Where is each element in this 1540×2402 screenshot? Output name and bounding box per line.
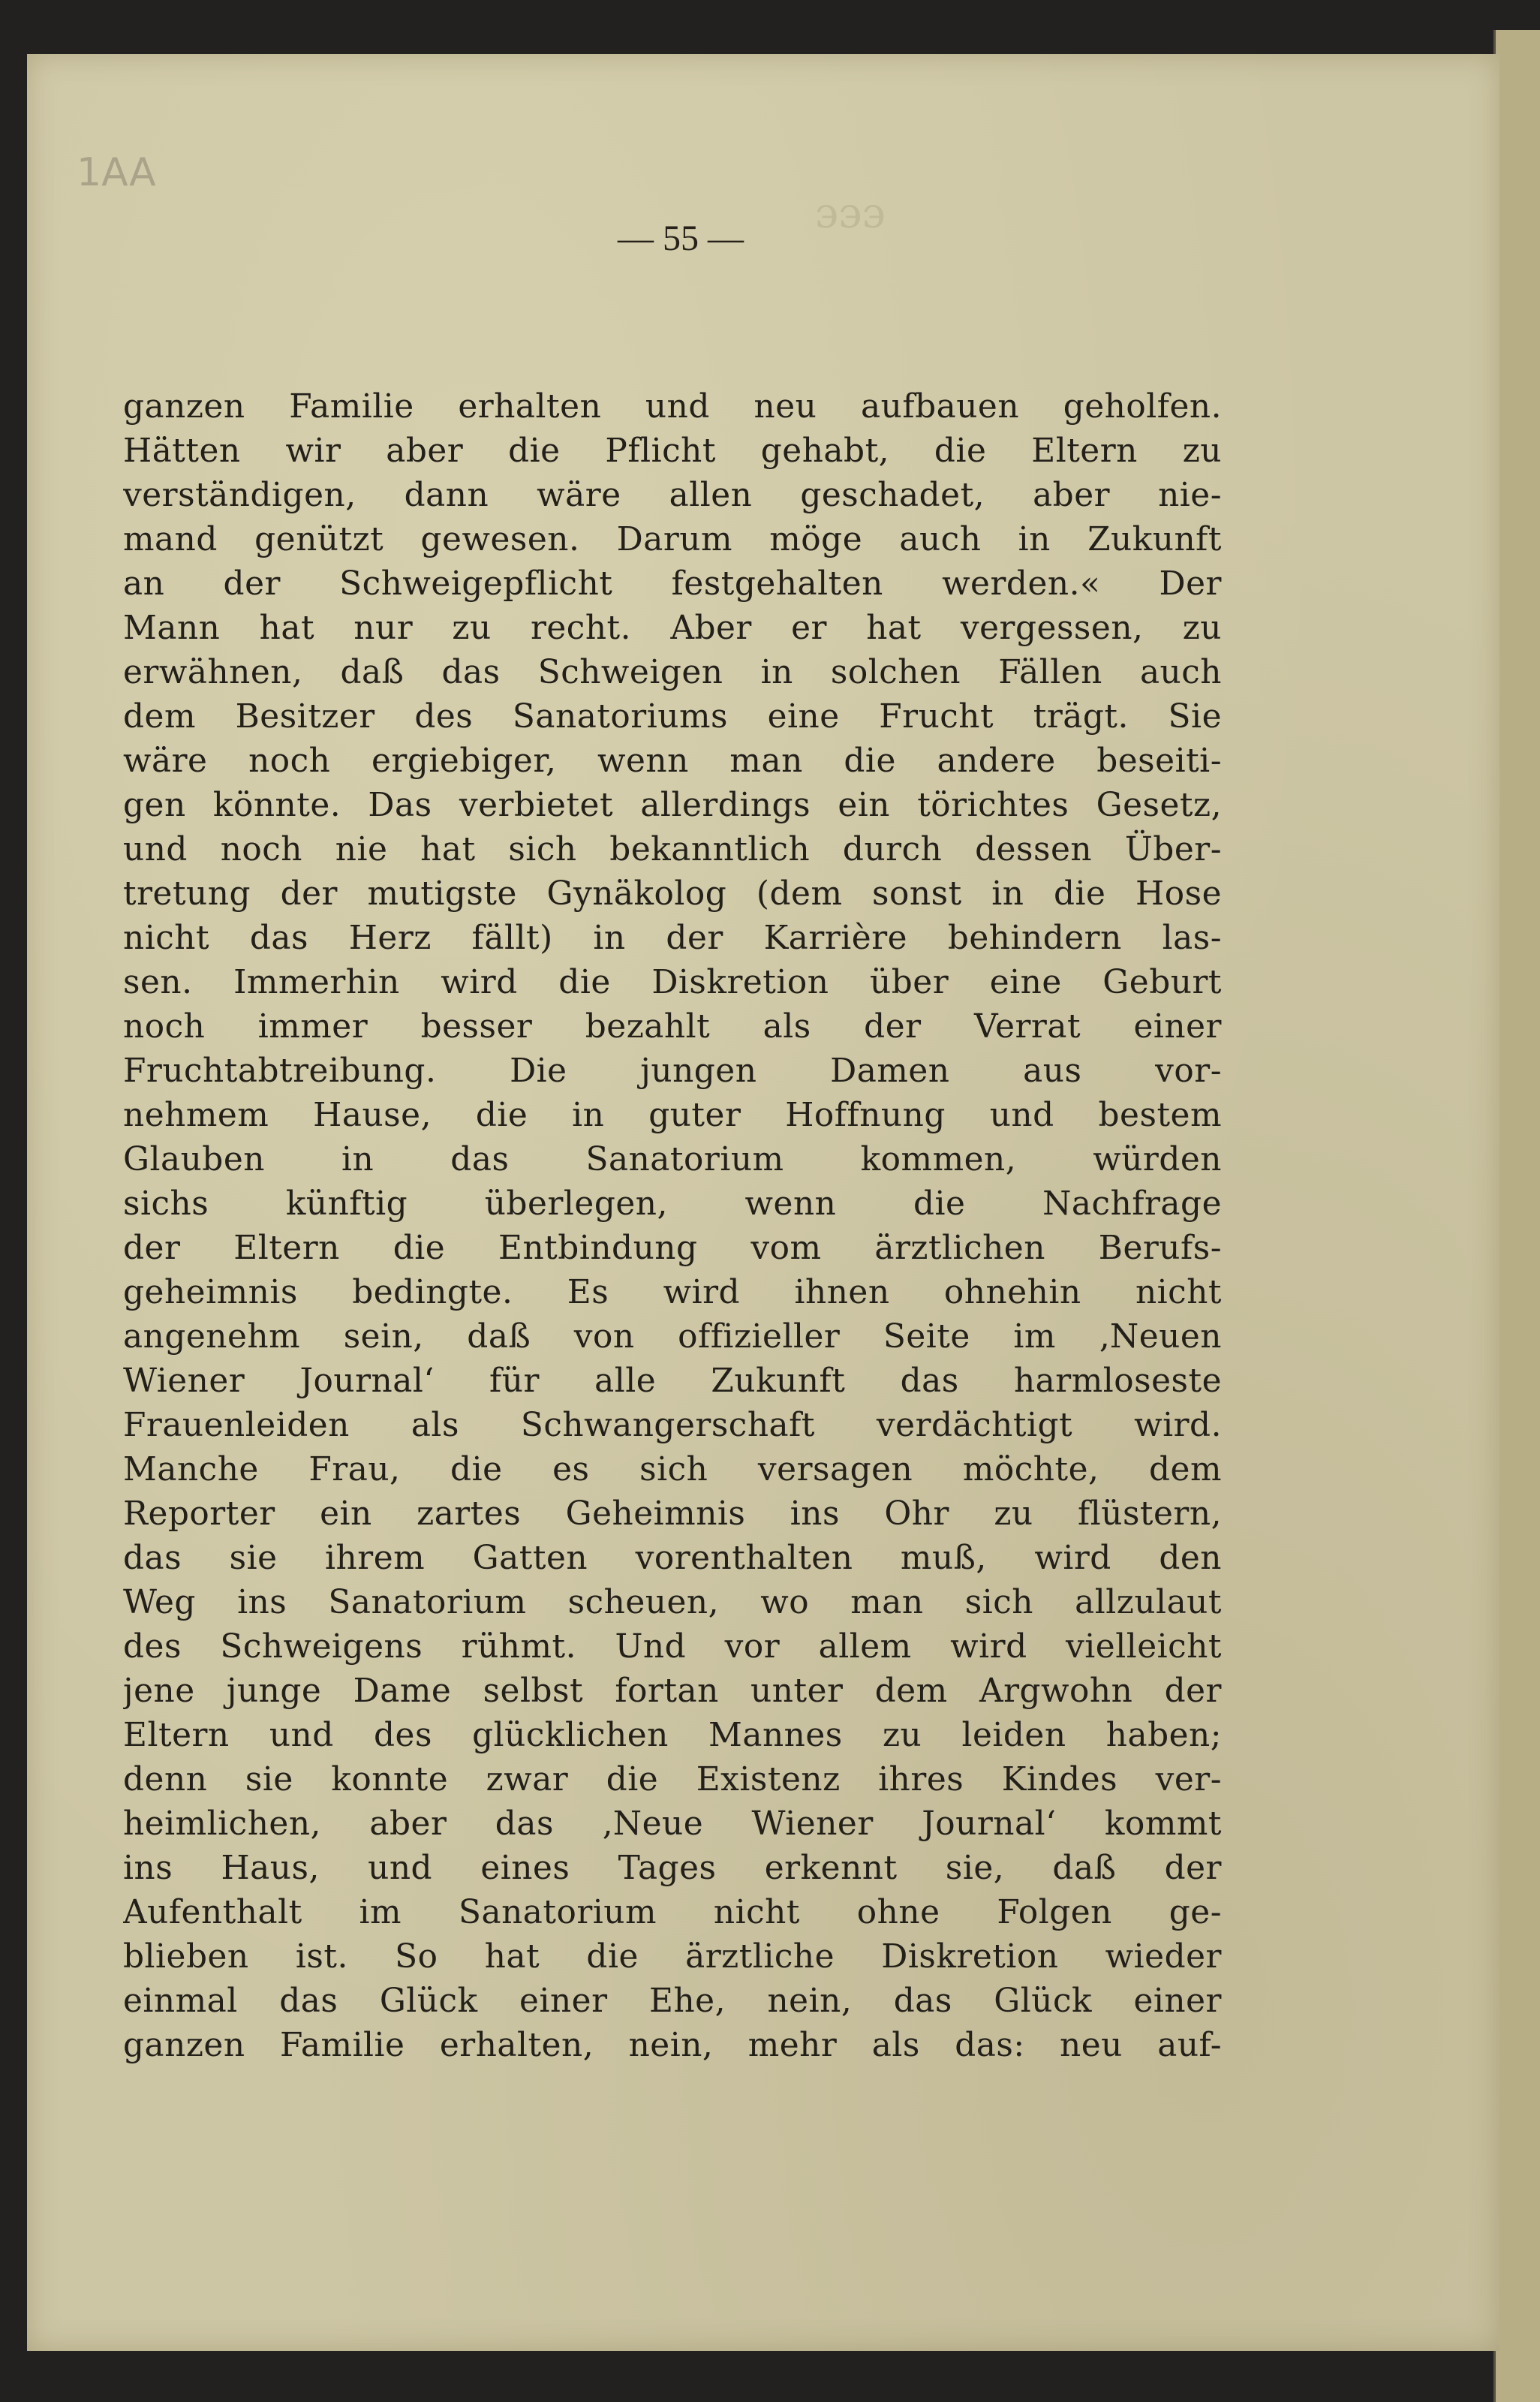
text-line: Aufenthalt im Sanatorium nicht ohne Folgen ge-: [123, 1893, 1222, 1931]
text-line: der Eltern die Entbindung vom ärztlichen Berufs-: [123, 1229, 1222, 1267]
text-line: denn sie konnte zwar die Existenz ihres Kindes ver-: [123, 1760, 1222, 1798]
text-line: geheimnis bedingte. Es wird ihnen ohnehin nicht: [123, 1273, 1222, 1311]
text-line: sichs künftig überlegen, wenn die Nachfrage: [123, 1184, 1222, 1223]
bleed-through-mark: ϵϵϵ: [815, 195, 886, 244]
text-line: verständigen, dann wäre allen geschadet, aber nie-: [123, 476, 1222, 514]
text-line: ganzen Familie erhalten, nein, mehr als das: neu auf-: [123, 2026, 1222, 2064]
text-line: gen könnte. Das verbietet allerdings ein törichtes Gesetz,: [123, 786, 1222, 824]
text-line: dem Besitzer des Sanatoriums eine Frucht trägt. Sie: [123, 697, 1222, 736]
body-text: [123, 384, 1222, 2067]
text-line: Reporter ein zartes Geheimnis ins Ohr zu flüstern,: [123, 1494, 1222, 1533]
text-line: Frauenleiden als Schwangerschaft verdächtigt wird.: [123, 1406, 1222, 1444]
text-line: mand genützt gewesen. Darum möge auch in Zukunft: [123, 520, 1222, 558]
text-line: das sie ihrem Gatten vorenthalten muß, wird den: [123, 1539, 1222, 1577]
text-line: ins Haus, und eines Tages erkennt sie, daß der: [123, 1849, 1222, 1887]
text-line: an der Schweigepflicht festgehalten werden.« Der: [123, 564, 1222, 603]
text-line: noch immer besser bezahlt als der Verrat einer: [123, 1007, 1222, 1046]
text-line: jene junge Dame selbst fortan unter dem Argwohn der: [123, 1672, 1222, 1710]
text-line: Glauben in das Sanatorium kommen, würden: [123, 1140, 1222, 1178]
text-line: nehmem Hause, die in guter Hoffnung und bestem: [123, 1096, 1222, 1134]
text-line: Weg ins Sanatorium scheuen, wo man sich allzulaut: [123, 1583, 1222, 1621]
text-line: einmal das Glück einer Ehe, nein, das Glück einer: [123, 1982, 1222, 2020]
text-line: erwähnen, daß das Schweigen in solchen Fällen auch: [123, 653, 1222, 691]
text-line: ganzen Familie erhalten und neu aufbauen geholfen.: [123, 387, 1222, 426]
book-page: [27, 54, 1499, 2351]
text-line: Mann hat nur zu recht. Aber er hat vergessen, zu: [123, 609, 1222, 647]
text-line: blieben ist. So hat die ärztliche Diskretion wieder: [123, 1937, 1222, 1976]
text-line: tretung der mutigste Gynäkolog (dem sonst in die Hose: [123, 874, 1222, 913]
page-number: — 55 —: [618, 218, 744, 258]
text-line: Hätten wir aber die Pflicht gehabt, die Eltern zu: [123, 432, 1222, 470]
text-line: sen. Immerhin wird die Diskretion über eine Geburt: [123, 963, 1222, 1001]
text-line: angenehm sein, daß von offizieller Seite im ‚Neuen: [123, 1317, 1222, 1356]
text-line: Wiener Journal‘ für alle Zukunft das harmloseste: [123, 1362, 1222, 1400]
adjacent-page-edge: [1493, 30, 1540, 2402]
text-line: Manche Frau, die es sich versagen möchte, dem: [123, 1450, 1222, 1488]
pencil-annotation: 1AA: [77, 150, 156, 195]
text-line: und noch nie hat sich bekanntlich durch dessen Über-: [123, 830, 1222, 868]
text-line: Eltern und des glücklichen Mannes zu leiden haben;: [123, 1716, 1222, 1754]
text-line: Fruchtabtreibung. Die jungen Damen aus vor-: [123, 1052, 1222, 1090]
text-line: des Schweigens rühmt. Und vor allem wird vielleicht: [123, 1627, 1222, 1666]
text-line: heimlichen, aber das ‚Neue Wiener Journal‘ kommt: [123, 1805, 1222, 1843]
text-line: nicht das Herz fällt) in der Karrière behindern las-: [123, 919, 1222, 957]
text-line: wäre noch ergiebiger, wenn man die andere beseiti-: [123, 742, 1222, 780]
